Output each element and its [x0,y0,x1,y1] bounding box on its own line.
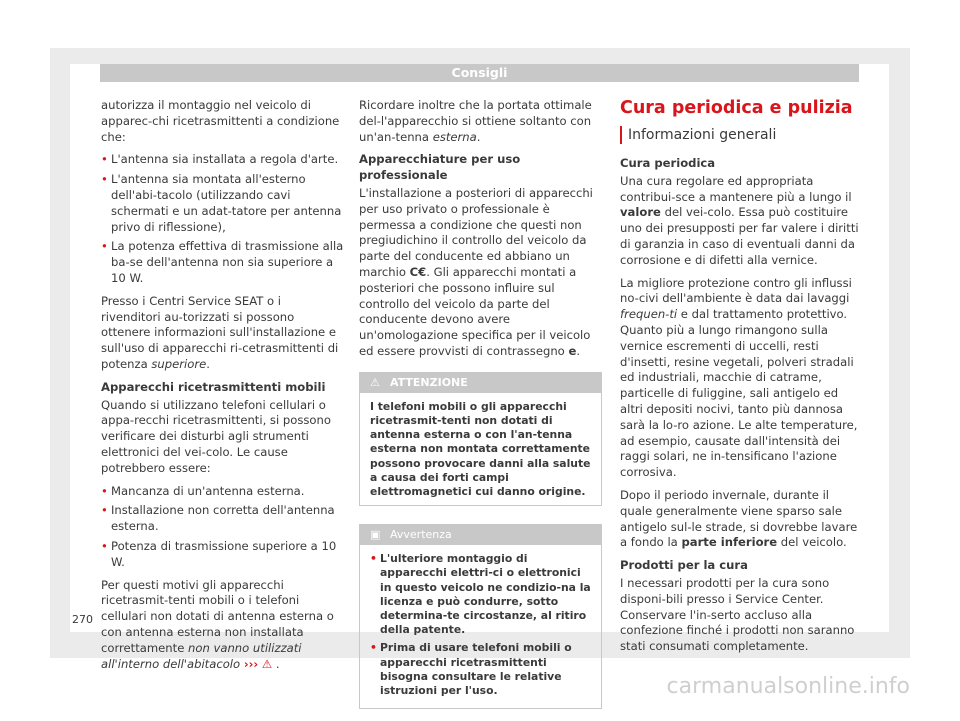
list-item: • L'antenna sia montata all'esterno dell'abi-tacolo (utilizzando cavi schermati e un adat-tatore per antenna privo di riflessione), [101,172,344,235]
text: Presso i Centri Service SEAT o i rivenditori au-torizzati si possono ottenere informazioni sull'installazione e sull'uso di apparecchi ri-cetrasmittenti di potenza [101,293,339,371]
paragraph [620,276,862,481]
subheading: Cura periodica [620,156,716,170]
emphasis: esterna [432,129,477,144]
text: . [476,129,481,144]
text: del vei-colo. Essa può costituire uno dei presupposti per far valere i diritti di garanzia in caso di eventuali danni da corrosione e di difetti alla vernice. [620,205,859,267]
list-item: • Potenza di trasmissione superiore a 10 W. [101,539,344,571]
watermark: carmanualsonline.info [666,674,910,699]
text: . [576,343,581,358]
page-number: 270 [72,613,93,626]
emphasis: superiore [151,356,207,371]
column-1 [101,98,344,679]
warning-box [359,372,602,506]
warning-text: I telefoni mobili o gli apparecchi ricetrasmit-tenti non dotati di antenna esterna o con l'an-tenna esterna non montata correttamente possono provocare danni alla salute a causa dei forti campi elettromagnetici cui danno origine. [370,399,591,498]
warning-triangle-icon[interactable]: ⚠ [261,656,273,671]
bold-text: parte inferiore [681,535,778,550]
paragraph [101,294,344,373]
causes-list [101,484,344,571]
list-item: • Prima di usare telefoni mobili o apparecchi ricetrasmittenti bisogna consultare le relative istruzioni per l'uso. [370,641,591,698]
text: del veicolo. [777,535,847,550]
paragraph: I necessari prodotti per la cura sono disponi-bili presso i Service Center. Conservare l'in-serto accluso alla confezione finché i prodotti non saranno stati consumati completamente. [620,575,855,654]
paragraph [359,186,602,360]
text: e dal trattamento protettivo. Quanto più a lungo rimangono sulla vernice escrementi di uccelli, resti d'insetti, resine vegetali, polveri stradali ed industriali, macchie di catrame, particelle di fuliggine, sali antigelo ed altri depositi nocivi, tanto più dannosa sarà la lo-ro azione. Le alte temperature, ad esempio, causate dall'intensità dei raggi solari, ne in-tensificano l'azione corrosiva. [620,307,858,480]
column-3 [620,98,862,662]
paragraph [101,578,344,673]
info-note-icon: ▣ [370,528,381,542]
note-body [360,545,601,708]
text: Dopo il periodo invernale, durante il quale generalmente viene sparso sale antigelo sul-le strade, si dovrebbe lavare a fondo la [620,487,858,550]
emphasis: non vanno utilizzati all'interno dell'abitacolo [101,640,302,671]
paragraph [620,488,862,551]
list-item: • Mancanza di un'antenna esterna. [101,484,344,500]
paragraph: autorizza il montaggio nel veicolo di apparec-chi ricetrasmittenti a condizione che: [101,98,340,144]
chapter-title: Cura periodica e pulizia [620,98,853,118]
warning-triangle-icon: ⚠ [370,375,380,389]
text: . [272,656,280,671]
list-item: • L'antenna sia installata a regola d'arte. [101,152,344,168]
text: . Gli apparecchi montati a posteriori che possono influire sul controllo del veicolo da parte del conducente devono avere un'omologazione specifica per il veicolo ed essere provvisti di contrassegno [359,264,591,358]
text: . [206,356,210,371]
text: Ricordare inoltre che la portata ottimale del-l'apparecchio si ottiene soltanto con un'an-tenna [359,98,592,144]
text: L'installazione a posteriori di apparecchi per uso privato o professionale è permessa a condizione che questi non pregiudichino il controllo del veicolo da parte del conducente ed abbiano un marchio [359,185,593,279]
note-box-header [360,525,601,545]
list-item: • La potenza effettiva di trasmissione alla ba-se dell'antenna non sia superiore a 10 W. [101,239,344,286]
continue-arrows-icon[interactable]: ››› [243,656,259,671]
subheading: Apparecchi ricetrasmittenti mobili [101,379,326,394]
subheading: Prodotti per la cura [620,558,748,573]
ce-mark: C€ [409,264,427,279]
text: Una cura regolare ed appropriata contribui-sce a mantenere più a lungo il [620,173,852,204]
text: Per questi motivi gli apparecchi ricetrasmit-tenti mobili o i telefoni cellulari non dotati di antenna esterna o con antenna esterna non installata correttamente [101,577,334,655]
requirements-list [101,152,344,286]
paragraph [359,98,602,145]
paragraph: Quando si utilizzano telefoni cellulari o appa-recchi ricetrasmittenti, si possono verificare dei disturbi agli strumenti elettronici del vei-colo. Le cause potrebbero essere: [101,397,331,475]
subheading: Apparecchiature per uso professionale [359,152,521,183]
e-mark: e [568,343,577,358]
section-title: Informazioni generali [620,126,862,144]
note-list [370,552,591,698]
warning-box-header [360,373,601,393]
bold-text: valore [620,205,661,220]
text: La migliore protezione contro gli influssi no-civi dell'ambiente è data dai lavaggi [620,275,852,306]
warning-title: ATTENZIONE [390,375,468,389]
list-item: • L'ulteriore montaggio di apparecchi elettri-ci o elettronici in questo veicolo ne condizio-na la licenza e può condurre, sotto determina-te circostanze, al ritiro della patente. [370,552,591,637]
section-header: Consigli [100,64,859,82]
list-item: • Installazione non corretta dell'antenna esterna. [101,503,344,535]
note-box [359,524,602,709]
paragraph [620,174,862,269]
column-2 [359,98,602,721]
emphasis: frequen-ti [620,307,678,322]
note-title: Avvertenza [390,528,452,542]
